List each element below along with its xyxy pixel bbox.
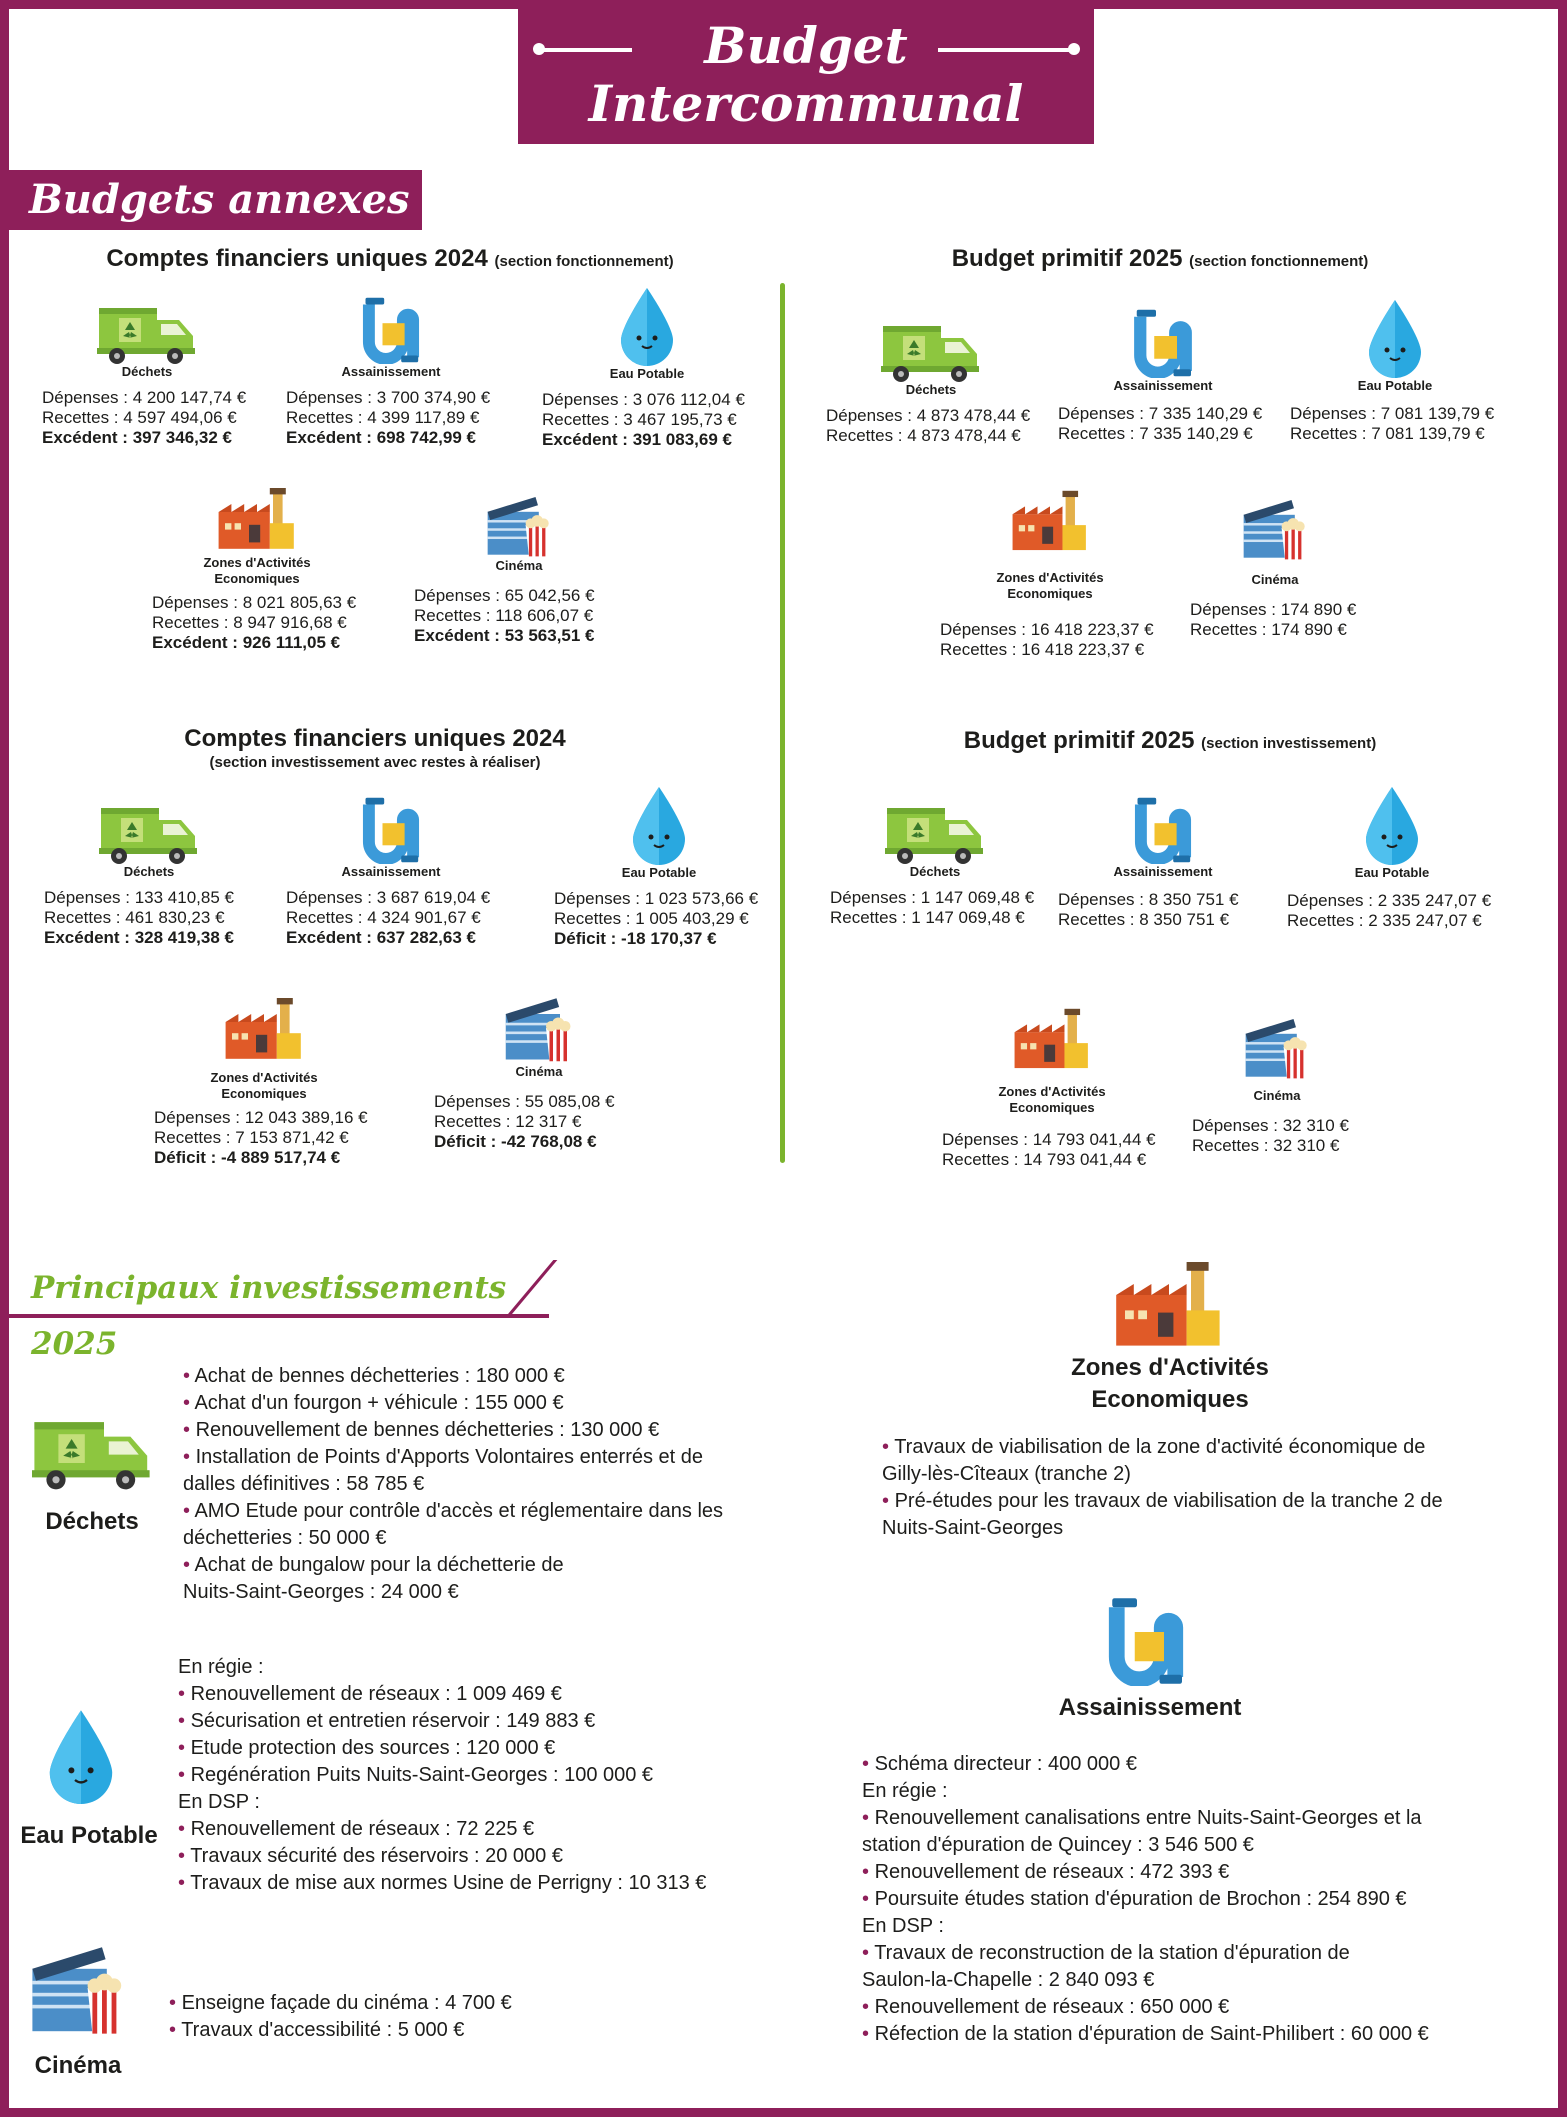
list-item: • Pré-études pour les travaux de viabilisation de la tranche 2 de (882, 1488, 1443, 1515)
depenses: Dépenses : 2 335 247,07 € (1287, 891, 1492, 910)
list-item: • Travaux de mise aux normes Usine de Perrigny : 10 313 € (178, 1870, 706, 1897)
bp-invest-dechets (830, 800, 1040, 928)
recettes: Recettes : 118 606,07 € (414, 606, 594, 625)
depenses: Dépenses : 7 335 140,29 € (1058, 404, 1263, 423)
bp-fonct-assainissement (1058, 308, 1268, 444)
item-name: Cinéma (1253, 1088, 1301, 1103)
list-item: • Etude protection des sources : 120 000 € (178, 1735, 706, 1762)
pipe-icon (1131, 796, 1195, 864)
inv-eau-name: Eau Potable (20, 1822, 158, 1849)
pipe-icon (359, 296, 423, 364)
item-name: Cinéma (495, 558, 543, 573)
list-item: • Travaux de viabilisation de la zone d'activité économique de (882, 1434, 1443, 1461)
cinema-icon (486, 492, 552, 558)
bp-fonct-zae (940, 490, 1160, 660)
truck-icon (32, 1412, 152, 1490)
recettes: Recettes : 8 350 751 € (1058, 910, 1230, 929)
water-drop-icon (629, 785, 689, 865)
depenses: Dépenses : 8 021 805,63 € (152, 593, 357, 612)
title-dot-left (533, 43, 545, 55)
depenses: Dépenses : 1 023 573,66 € (554, 889, 759, 908)
list-item: • Renouvellement canalisations entre Nuits-Saint-Georges et la (862, 1805, 1429, 1832)
pipe-icon (359, 796, 423, 864)
cfu-invest-cinema (434, 992, 644, 1152)
list-item-cont: déchetteries : 50 000 € (183, 1527, 387, 1549)
cfu-fonct-cinema (414, 492, 624, 646)
item-name: Déchets (121, 364, 173, 379)
list-item: • AMO Etude pour contrôle d'accès et réglementaire dans les (183, 1498, 723, 1525)
item-name-2: Economiques (214, 571, 300, 586)
cfu-invest-assainissement (286, 796, 496, 948)
recettes: Recettes : 461 830,23 € (44, 908, 225, 927)
cinema-icon (504, 992, 574, 1064)
item-name: Assainissement (1113, 864, 1213, 879)
item-name: Déchets (123, 864, 175, 879)
resultat: Excédent : 391 083,69 € (542, 430, 732, 449)
inv-assain-name: Assainissement (1058, 1694, 1242, 1721)
item-name: Eau Potable (1357, 378, 1433, 393)
item-name: Eau Potable (1354, 865, 1430, 880)
recettes: Recettes : 7 153 871,42 € (154, 1128, 349, 1147)
recettes: Recettes : 4 324 901,67 € (286, 908, 481, 927)
factory-icon (1114, 1262, 1224, 1350)
inv-dechets-list (183, 1363, 723, 1606)
cfu-invest-subtitle: (section investissement avec restes à réaliser) (209, 754, 541, 771)
resultat: Déficit : -18 170,37 € (554, 929, 717, 948)
list-item: • Poursuite études station d'épuration de Brochon : 254 890 € (862, 1886, 1429, 1913)
title-rule-right (938, 48, 1074, 52)
inv-cinema-name: Cinéma (34, 2052, 122, 2079)
depenses: Dépenses : 4 873 478,44 € (826, 406, 1031, 425)
cfu-fonct-eau (542, 286, 752, 450)
list-item-cont: Saulon-la-Chapelle : 2 840 093 € (862, 1969, 1155, 1991)
list-item-cont: Nuits-Saint-Georges (882, 1517, 1064, 1539)
cfu-invest-eau (554, 785, 764, 949)
item-name-2: Economiques (221, 1086, 307, 1101)
depenses: Dépenses : 3 700 374,90 € (286, 388, 491, 407)
cinema-icon (1242, 492, 1308, 564)
inv-dechets-name: Déchets (45, 1508, 139, 1535)
recettes: Recettes : 3 467 195,73 € (542, 410, 737, 429)
depenses: Dépenses : 3 687 619,04 € (286, 888, 491, 907)
item-name: Cinéma (1251, 572, 1299, 587)
list-item: • Enseigne façade du cinéma : 4 700 € (169, 1990, 512, 2017)
depenses: Dépenses : 1 147 069,48 € (830, 888, 1035, 907)
bp-invest-eau (1287, 785, 1497, 931)
list-item: • Travaux de reconstruction de la station d'épuration de (862, 1940, 1429, 1967)
depenses: Dépenses : 32 310 € (1192, 1116, 1349, 1135)
list-item: • Travaux sécurité des réservoirs : 20 000 € (178, 1843, 706, 1870)
bp-invest-title: Budget primitif 2025 (section investissement) (963, 727, 1377, 754)
item-name: Cinéma (515, 1064, 563, 1079)
inv-zae-list (882, 1434, 1443, 1542)
resultat: Excédent : 637 282,63 € (286, 928, 476, 947)
bp-fonct-eau (1290, 298, 1500, 444)
cfu-fonct-title: Comptes financiers uniques 2024 (section fonctionnement) (106, 245, 674, 272)
recettes: Recettes : 1 147 069,48 € (830, 908, 1025, 927)
recettes: Recettes : 174 890 € (1190, 620, 1347, 639)
water-drop-icon (1365, 298, 1425, 378)
depenses: Dépenses : 55 085,08 € (434, 1092, 615, 1111)
water-drop-icon (1362, 785, 1422, 865)
cfu-invest-title: Comptes financiers uniques 2024 (184, 725, 566, 752)
item-name: Assainissement (341, 364, 441, 379)
column-divider (780, 283, 785, 1163)
list-item: • Regénération Puits Nuits-Saint-Georges : 100 000 € (178, 1762, 706, 1789)
recettes: Recettes : 4 597 494,06 € (42, 408, 237, 427)
list-item-cont: dalles définitives : 58 785 € (183, 1473, 425, 1495)
recettes: Recettes : 7 081 139,79 € (1290, 424, 1485, 443)
recettes: Recettes : 4 873 478,44 € (826, 426, 1021, 445)
inv-eau-list (178, 1654, 706, 1897)
water-drop-icon (617, 286, 677, 366)
list-item: • Achat de bennes déchetteries : 180 000 € (183, 1363, 723, 1390)
list-item-cont: station d'épuration de Quincey : 3 546 500 € (862, 1834, 1254, 1856)
depenses: Dépenses : 4 200 147,74 € (42, 388, 247, 407)
recettes: Recettes : 7 335 140,29 € (1058, 424, 1253, 443)
water-drop-icon (45, 1706, 117, 1806)
item-name: Zones d'Activités (210, 1070, 318, 1085)
item-name-2: Economiques (1007, 586, 1093, 601)
list-item: • Achat de bungalow pour la déchetterie de (183, 1552, 723, 1579)
factory-icon (1013, 1008, 1091, 1072)
item-name: Assainissement (341, 864, 441, 879)
recettes: Recettes : 1 005 403,29 € (554, 909, 749, 928)
item-name: Assainissement (1113, 378, 1213, 393)
pipe-icon (1131, 308, 1195, 378)
truck-icon (885, 800, 985, 864)
factory-icon (217, 485, 297, 555)
inv-zae-name: Zones d'Activités Economiques (1071, 1354, 1269, 1413)
resultat: Excédent : 53 563,51 € (414, 626, 595, 645)
recettes: Recettes : 12 317 € (434, 1112, 582, 1131)
item-name: Déchets (905, 382, 957, 397)
list-item: • Travaux d'accessibilité : 5 000 € (169, 2017, 512, 2044)
cfu-fonct-dechets (42, 300, 252, 448)
list-item: • Schéma directeur : 400 000 € (862, 1751, 1429, 1778)
factory-icon (1011, 490, 1089, 554)
inv-assain-list (862, 1751, 1429, 2048)
list-item: • Renouvellement de bennes déchetteries : 130 000 € (183, 1417, 723, 1444)
list-item: • Renouvellement de réseaux : 472 393 € (862, 1859, 1429, 1886)
recettes: Recettes : 4 399 117,89 € (286, 408, 480, 427)
item-name: Déchets (909, 864, 961, 879)
cfu-fonct-zae (152, 485, 362, 653)
depenses: Dépenses : 133 410,85 € (44, 888, 234, 907)
resultat: Déficit : -4 889 517,74 € (154, 1148, 341, 1167)
recettes: Recettes : 2 335 247,07 € (1287, 911, 1482, 930)
item-name-2: Economiques (1009, 1100, 1095, 1115)
list-heading: En régie : (862, 1780, 948, 1802)
item-name: Zones d'Activités (996, 570, 1104, 585)
list-item: • Renouvellement de réseaux : 650 000 € (862, 1994, 1429, 2021)
bp-fonct-dechets (826, 318, 1036, 446)
title-rule-left (536, 48, 632, 52)
depenses: Dépenses : 3 076 112,04 € (542, 390, 745, 409)
depenses: Dépenses : 174 890 € (1190, 600, 1357, 619)
bp-fonct-cinema (1190, 492, 1360, 640)
truck-icon (99, 800, 199, 864)
list-item: • Réfection de la station d'épuration de Saint-Philibert : 60 000 € (862, 2021, 1429, 2048)
depenses: Dépenses : 65 042,56 € (414, 586, 595, 605)
pipe-icon (1106, 1596, 1186, 1686)
depenses: Dépenses : 14 793 041,44 € (942, 1130, 1156, 1149)
resultat: Déficit : -42 768,08 € (434, 1132, 597, 1151)
resultat: Excédent : 328 419,38 € (44, 928, 234, 947)
cfu-fonct-assainissement (286, 296, 496, 448)
list-heading: En régie : (178, 1656, 264, 1678)
bp-invest-assainissement (1058, 796, 1268, 930)
resultat: Excédent : 926 111,05 € (152, 633, 341, 652)
depenses: Dépenses : 16 418 223,37 € (940, 620, 1154, 639)
item-name: Zones d'Activités (203, 555, 311, 570)
list-heading: En DSP : (862, 1915, 944, 1937)
resultat: Excédent : 698 742,99 € (286, 428, 476, 447)
list-item: • Sécurisation et entretien réservoir : 149 883 € (178, 1708, 706, 1735)
inv-cinema-list (169, 1990, 512, 2044)
list-item: • Renouvellement de réseaux : 72 225 € (178, 1816, 706, 1843)
bp-fonct-title: Budget primitif 2025 (section fonctionnement) (951, 245, 1369, 272)
cfu-invest-dechets (44, 800, 254, 948)
cinema-icon (30, 1940, 126, 2036)
recettes: Recettes : 32 310 € (1192, 1136, 1340, 1155)
title-dot-right (1068, 43, 1080, 55)
list-item: • Achat d'un fourgon + véhicule : 155 000 € (183, 1390, 723, 1417)
section-title-investissements: Principaux investissements 2025 (9, 1260, 569, 1318)
recettes: Recettes : 8 947 916,68 € (152, 613, 347, 632)
cinema-icon (1244, 1012, 1310, 1082)
recettes: Recettes : 14 793 041,44 € (942, 1150, 1147, 1169)
list-item: • Renouvellement de réseaux : 1 009 469 € (178, 1681, 706, 1708)
bp-invest-cinema (1192, 1012, 1362, 1156)
list-item-cont: Gilly-lès-Cîteaux (tranche 2) (882, 1463, 1131, 1485)
cfu-invest-zae (154, 990, 374, 1168)
item-name: Zones d'Activités (998, 1084, 1106, 1099)
depenses: Dépenses : 7 081 139,79 € (1290, 404, 1495, 423)
page-title: Budget Intercommunal (518, 9, 1094, 144)
list-heading: En DSP : (178, 1791, 260, 1813)
truck-icon (881, 318, 981, 382)
truck-icon (97, 300, 197, 364)
depenses: Dépenses : 12 043 389,16 € (154, 1108, 368, 1127)
resultat: Excédent : 397 346,32 € (42, 428, 232, 447)
item-name: Eau Potable (621, 865, 697, 880)
section-title-budgets-annexes: Budgets annexes (9, 170, 422, 230)
item-name: Eau Potable (609, 366, 685, 381)
depenses: Dépenses : 8 350 751 € (1058, 890, 1239, 909)
list-item-cont: Nuits-Saint-Georges : 24 000 € (183, 1581, 459, 1603)
factory-icon (224, 990, 304, 1070)
recettes: Recettes : 16 418 223,37 € (940, 640, 1145, 659)
list-item: • Installation de Points d'Apports Volontaires enterrés et de (183, 1444, 723, 1471)
bp-invest-zae (942, 1008, 1162, 1170)
